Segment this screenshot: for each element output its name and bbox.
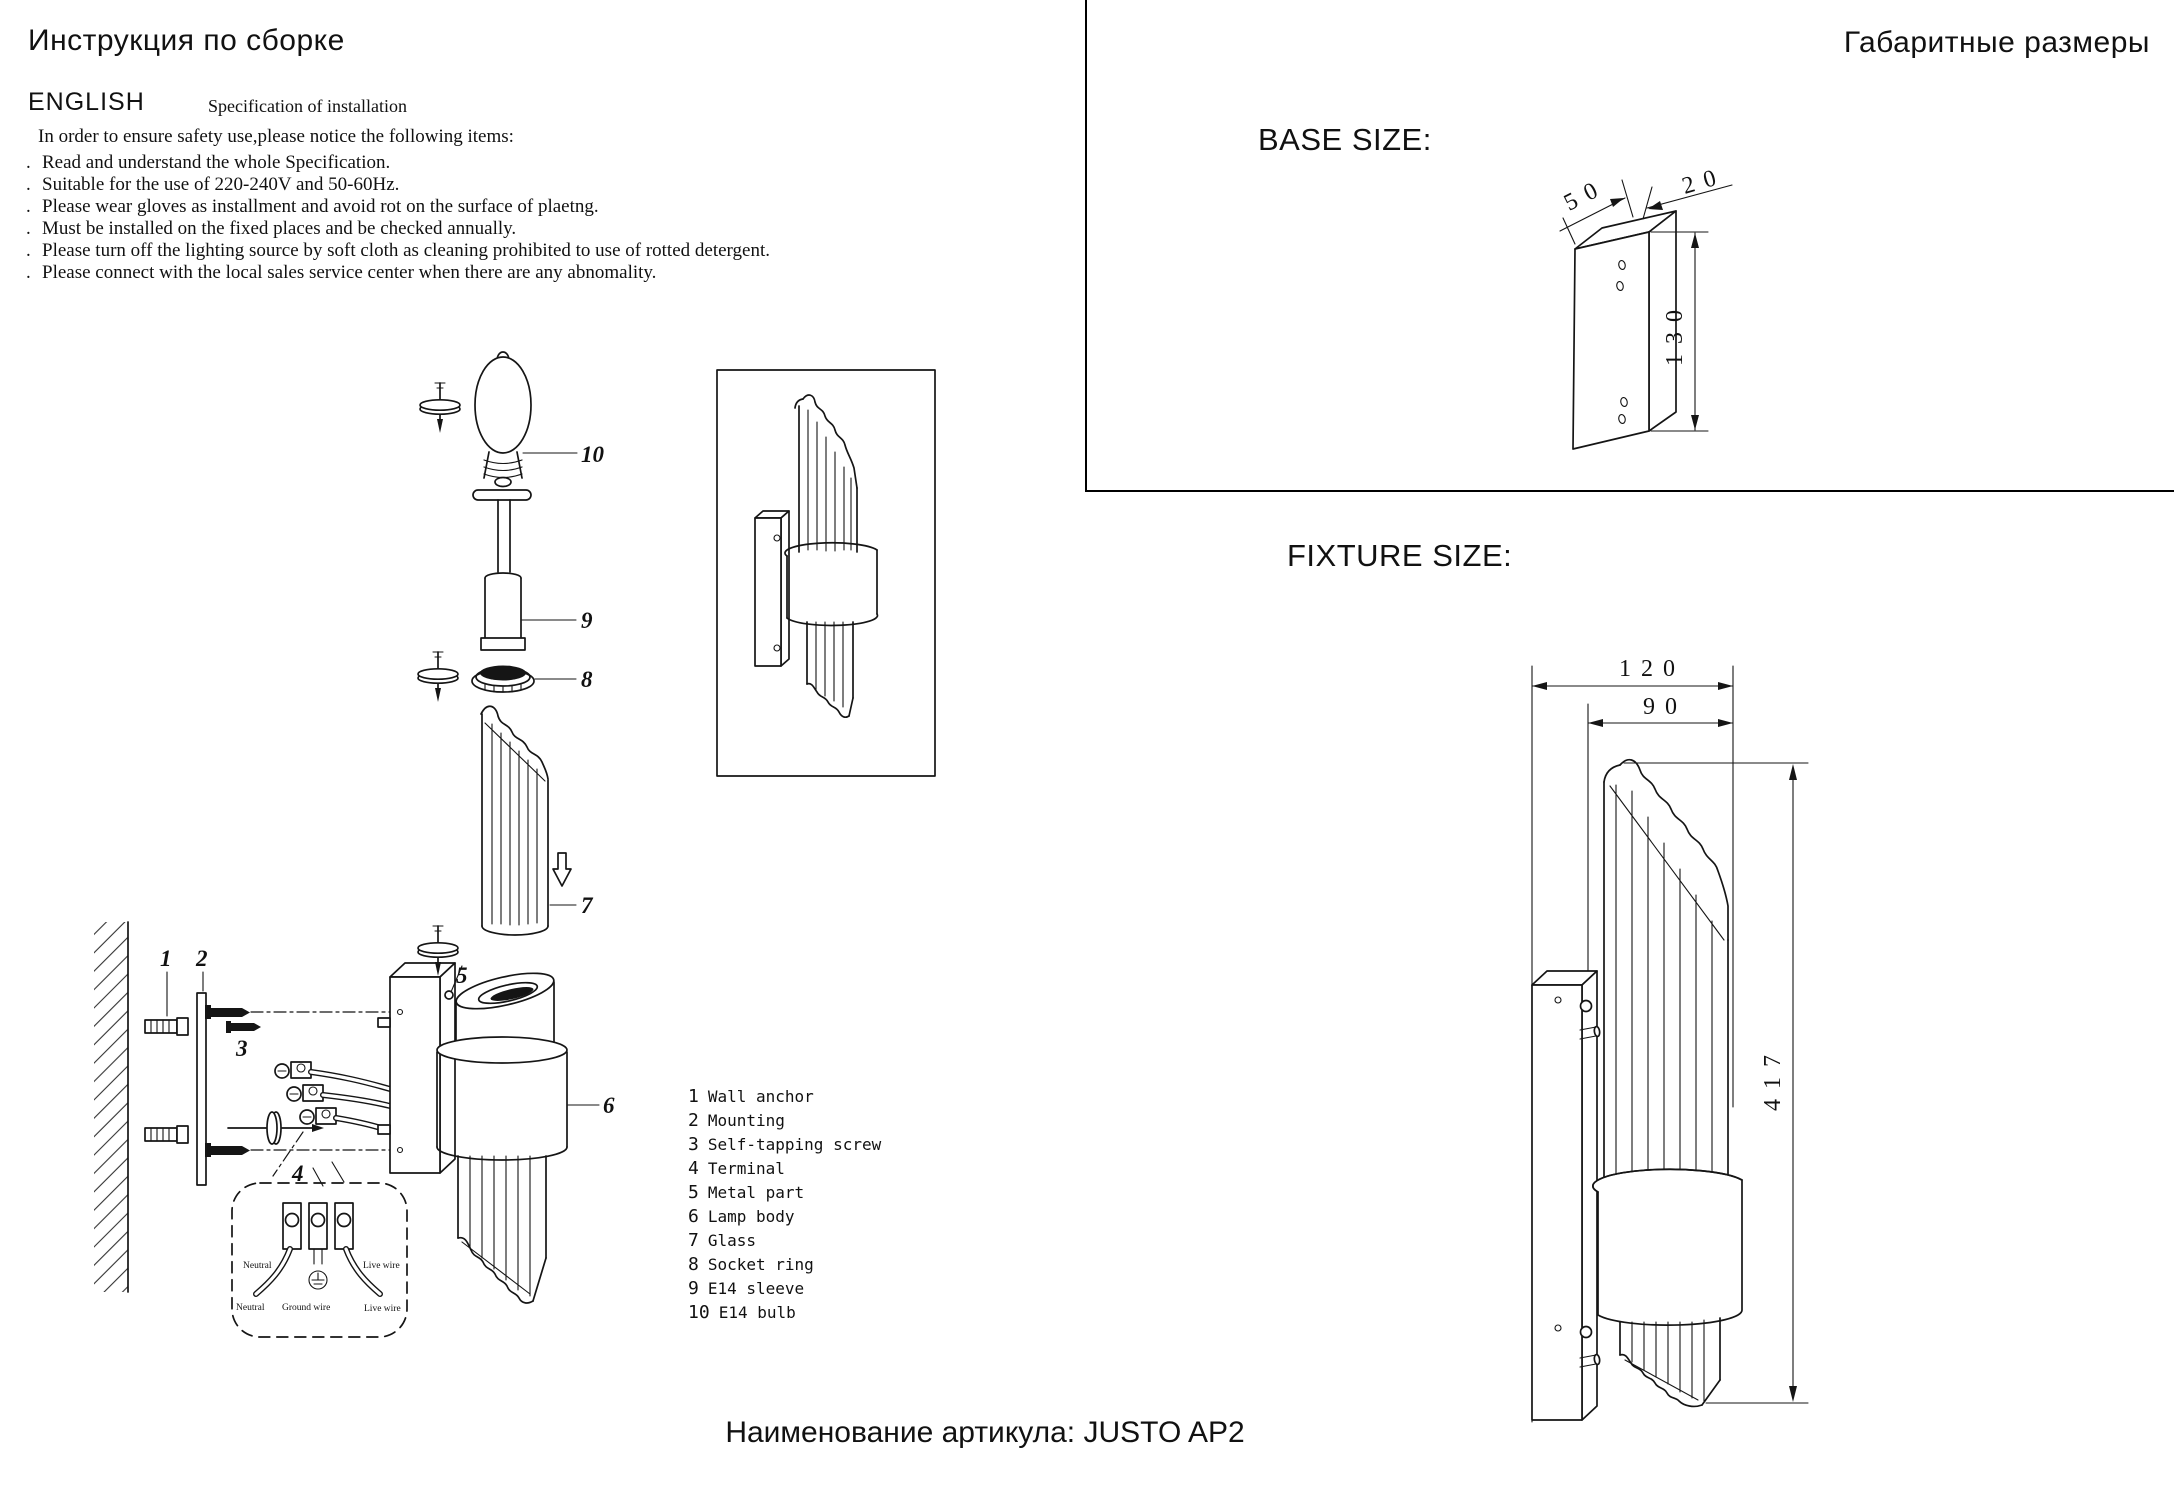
parts-list: [688, 1085, 881, 1325]
bullet: .: [26, 196, 31, 217]
fixture-dim-inner: 9 0: [1643, 694, 1679, 720]
callout-9: 9: [581, 608, 593, 633]
safety-item-text: Please wear gloves as installment and avoid rot on the surface of plaetng.: [42, 196, 599, 217]
e14-bulb-drawing: [475, 352, 531, 487]
parts-list-item: 7 Glass: [688, 1230, 757, 1251]
callout-6: 6: [603, 1093, 615, 1118]
bullet: .: [26, 152, 31, 173]
safety-item-text: Must be installed on the fixed places and be checked annually.: [42, 218, 517, 239]
base-dim-height: 1 3 0: [1662, 308, 1688, 366]
fixture-lower-glass: [1620, 1318, 1720, 1406]
parts-list-item: 3 Self-tapping screw: [688, 1134, 882, 1155]
parts-list-item: 9 E14 sleeve: [688, 1278, 805, 1299]
fixture-dim-outer: 1 2 0: [1619, 656, 1677, 682]
parts-list-item: 10 E14 bulb: [688, 1302, 796, 1323]
callout-2: 2: [196, 946, 208, 971]
dimensions-title: Габаритные размеры: [1843, 26, 2150, 59]
spec-intro: In order to ensure safety use,please notice the following items:: [38, 126, 514, 147]
callout-10: 10: [581, 442, 604, 467]
safety-item-text: Please turn off the lighting source by soft cloth as cleaning prohibited to use of rotted detergent.: [42, 240, 770, 261]
wall-section: [94, 922, 128, 1292]
horizontal-divider: [1085, 490, 2174, 492]
wall-anchor-2: [145, 1126, 188, 1143]
wire-label-live-top: Live wire: [363, 1261, 400, 1271]
safety-item-text: Read and understand the whole Specification.: [42, 152, 391, 173]
safety-item: [26, 152, 946, 174]
fixture-body: [1593, 1169, 1742, 1325]
callout-8: 8: [581, 667, 593, 692]
safety-item: [26, 174, 946, 196]
lamp-backplate: [378, 963, 455, 1173]
lower-glass-drawing: [458, 1156, 546, 1303]
bullet: .: [26, 174, 31, 195]
wire-label-live-bottom: Live wire: [364, 1304, 401, 1314]
e14-sleeve-drawing: [473, 490, 531, 650]
bullet: .: [26, 218, 31, 239]
spec-subtitle: Specification of installation: [208, 96, 407, 116]
parts-list-item: 6 Lamp body: [688, 1206, 795, 1227]
parts-list-item: 8 Socket ring: [688, 1254, 814, 1275]
safety-item: [26, 218, 946, 240]
fixture-dim-height: 4 1 7: [1760, 1053, 1786, 1111]
bullet: .: [26, 262, 31, 283]
wire-label-neutral-top: Neutral: [243, 1261, 272, 1271]
base-size-drawing: [1530, 165, 1810, 485]
callout-5: 5: [456, 963, 468, 988]
terminal-assembly: [273, 1062, 390, 1176]
fixture-size-drawing: [1470, 610, 1950, 1440]
screw-washer-icon-top: [420, 383, 460, 433]
wire-label-neutral-bottom: Neutral: [236, 1303, 265, 1313]
lamp-body-drawing: [437, 1037, 567, 1160]
callout-1: 1: [160, 946, 172, 971]
fixture-size-heading: FIXTURE SIZE:: [1287, 538, 1513, 573]
parts-list-item: 4 Terminal: [688, 1158, 785, 1179]
article-name: Наименование артикула: JUSTO AP2: [725, 1416, 1245, 1449]
wall-anchor-1: [145, 1018, 188, 1035]
page-title: Инструкция по сборке: [28, 24, 345, 57]
assembled-view-inset: [717, 370, 935, 776]
callout-4: 4: [292, 1161, 304, 1186]
base-dim-depth: 2 0: [1679, 165, 1721, 200]
mounting-plate: [197, 993, 206, 1185]
parts-list-item: 1 Wall anchor: [688, 1086, 814, 1107]
safety-item: [26, 196, 946, 218]
glass-drawing: [481, 706, 548, 935]
wiring-inset: [232, 1183, 407, 1337]
parts-list-item: 2 Mounting: [688, 1110, 785, 1131]
language-label: ENGLISH: [28, 88, 145, 116]
safety-item-text: Suitable for the use of 220-240V and 50-60Hz.: [42, 174, 400, 195]
bullet: .: [26, 240, 31, 261]
safety-item-text: Please connect with the local sales service center when there are any abnomality.: [42, 262, 657, 283]
base-size-heading: BASE SIZE:: [1258, 122, 1432, 157]
base-dim-width: 5 0: [1559, 177, 1604, 217]
socket-ring-drawing: [472, 666, 534, 693]
wire-label-ground: Ground wire: [282, 1303, 331, 1313]
fixture-upper-glass: [1604, 760, 1728, 1182]
parts-list-item: 5 Metal part: [688, 1182, 805, 1203]
vertical-divider: [1085, 0, 1087, 492]
callout-3: 3: [236, 1036, 248, 1061]
insert-arrow-icon: [553, 853, 571, 886]
callout-7: 7: [581, 893, 593, 918]
fixture-backplate: [1532, 971, 1600, 1420]
screw-washer-icon-mid: [418, 652, 458, 702]
